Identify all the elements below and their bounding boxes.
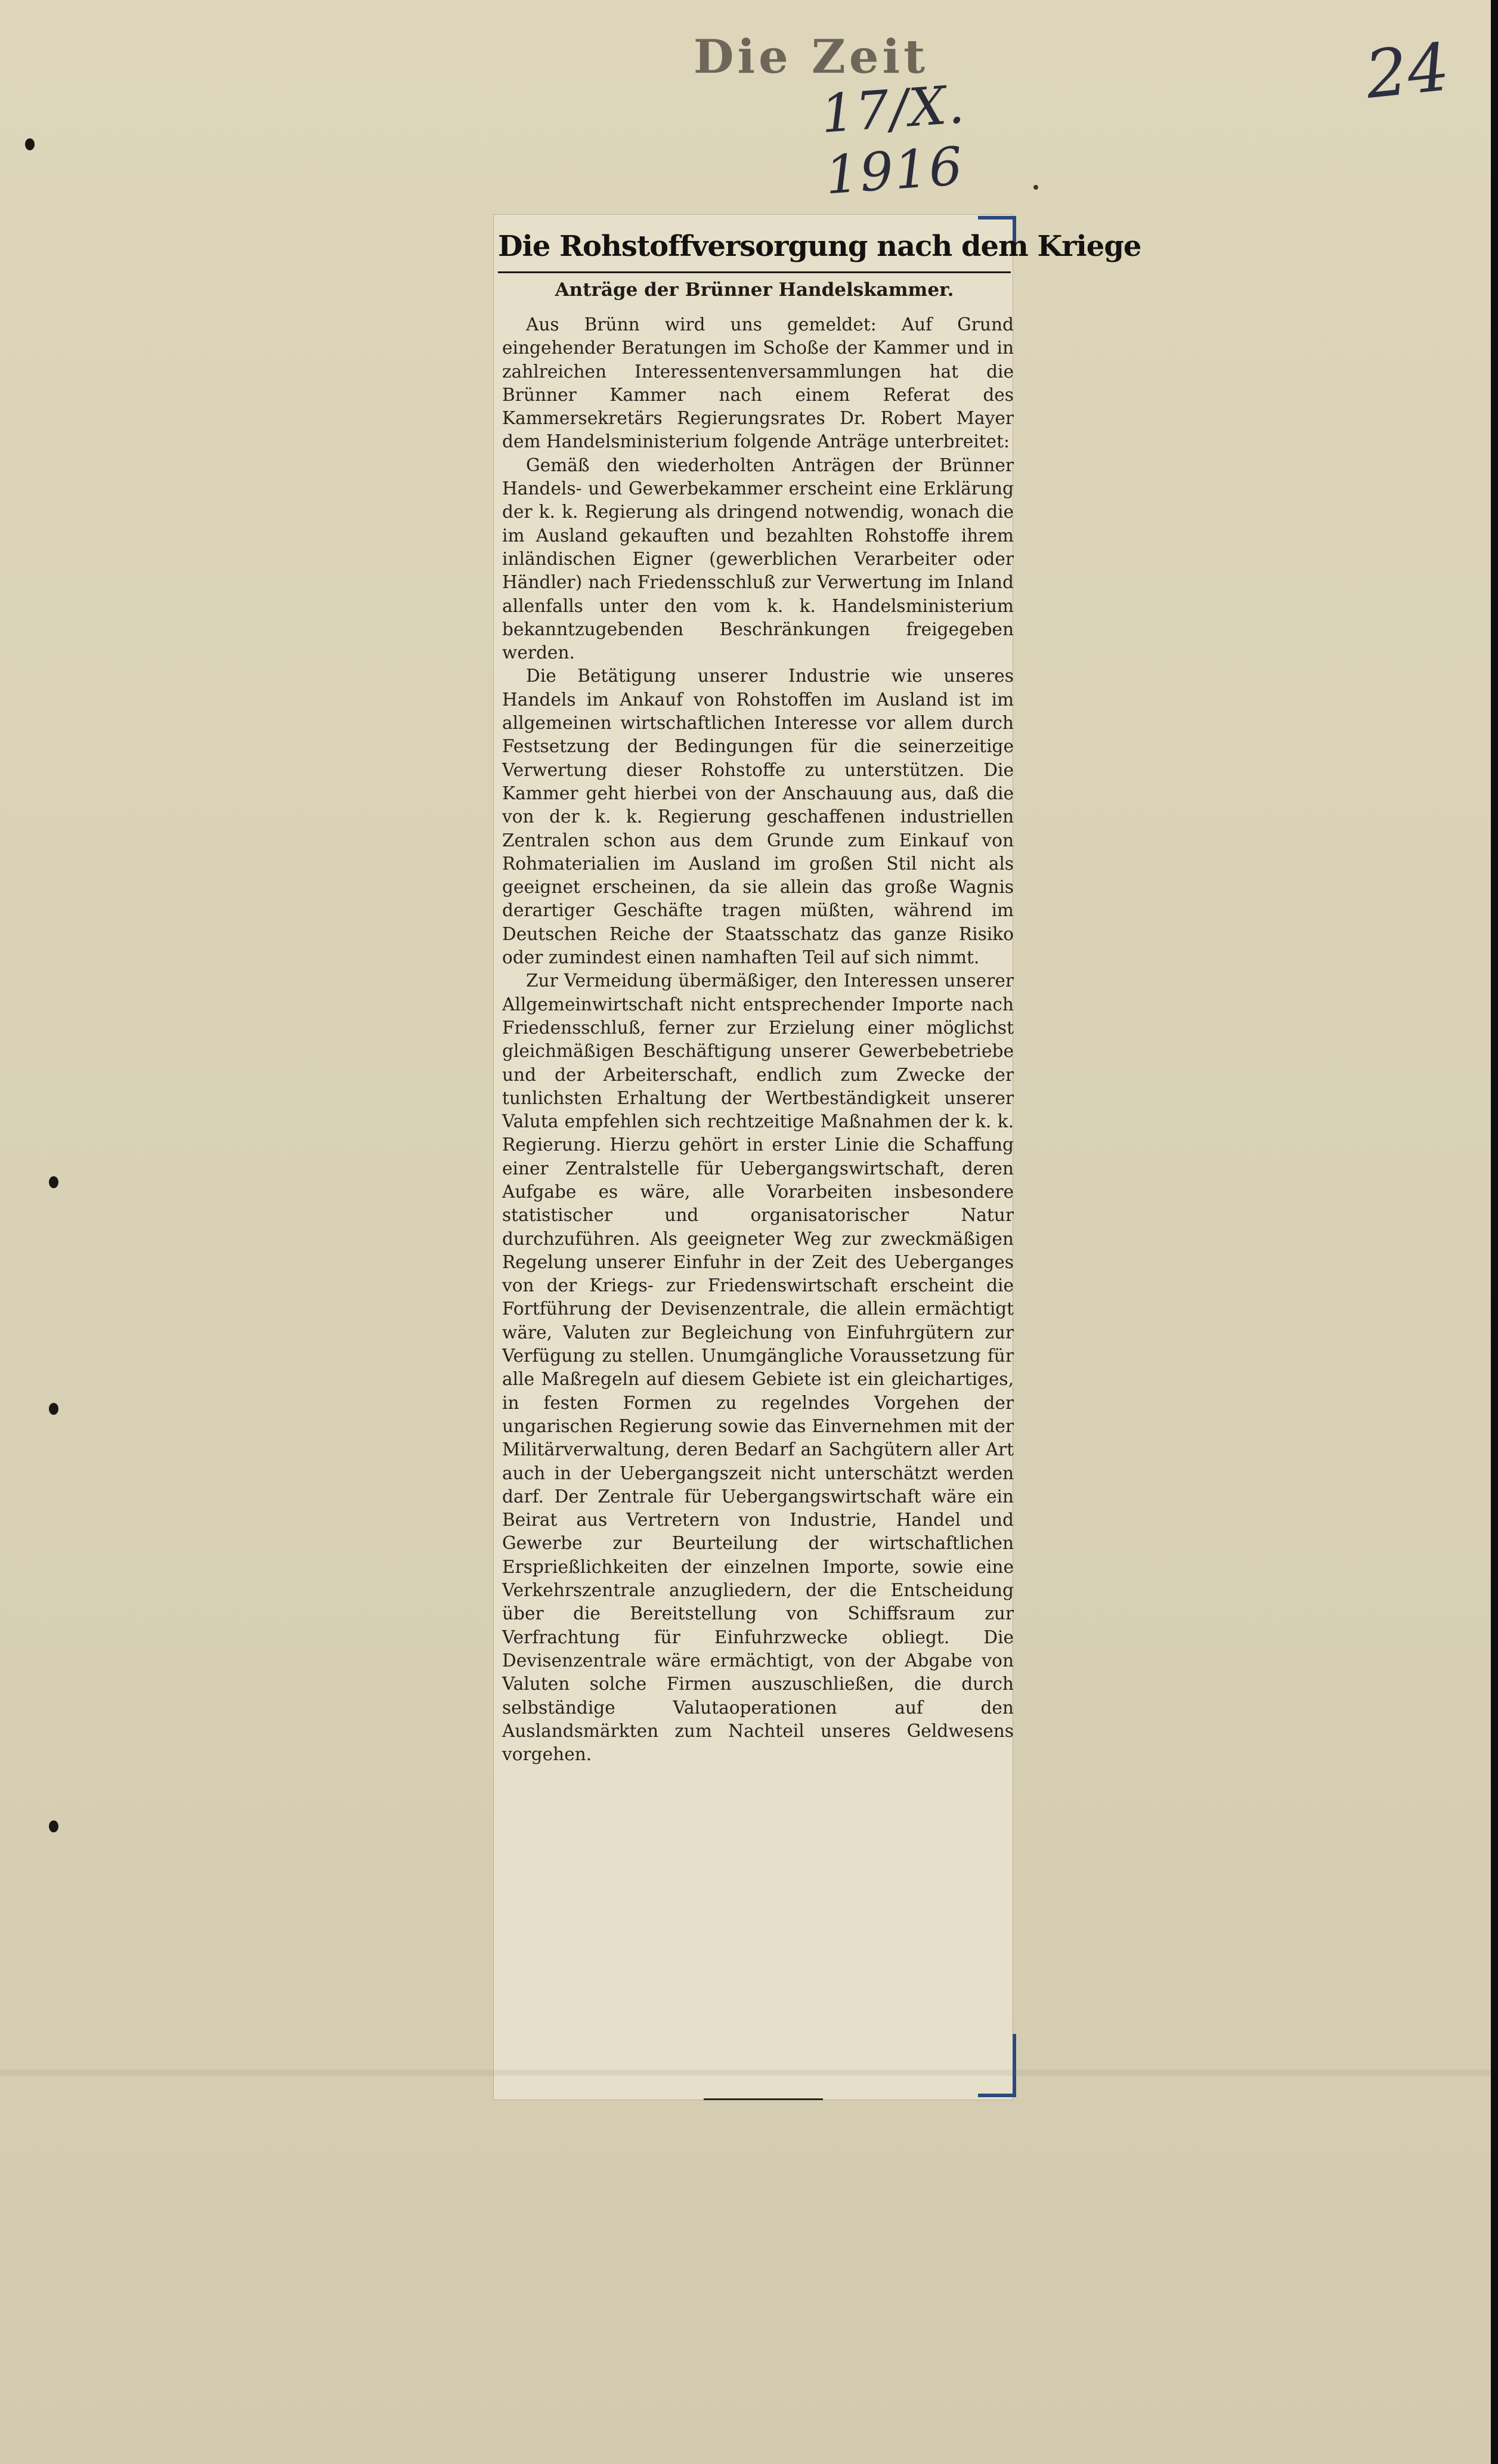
punch-hole <box>25 138 35 150</box>
article-paragraph: Die Betätigung unserer Industrie wie unseres Handels im Ankauf von Rohstoffen im Ausland ist im allgemeinen wirtschaftlichen Interesse vor allem durch Festsetzung der Bedingungen für die seinerzeitige Verwertung dieser Rohstoffe zu unterstützen. Die Kammer geht hierbei von der Anschauung aus, daß die von der k. k. Regierung geschaffenen industriellen Zentralen schon aus dem Grunde zum Einkauf von Rohmaterialien im Ausland im großen Stil nicht als geeignet erscheinen, da sie allein das große Wagnis derartiger Geschäfte tragen müßten, während im Deutschen Reiche der Staatsschatz das ganze Risiko oder zumindest einen namhaften Teil auf sich nimmt. <box>502 666 1014 968</box>
handwritten-page-number: 24 <box>1361 29 1453 113</box>
blue-pencil-bracket-bottom <box>978 2034 1016 2097</box>
article-paragraph: Zur Vermeidung übermäßiger, den Interessen unserer Allgemeinwirtschaft nicht entsprechender Importe nach Friedensschluß, ferner zur Erzielung einer möglichst gleichmäßigen Beschäftigung unserer Gewerbebetriebe und der Arbeiterschaft, endlich zum Zwecke der tunlichsten Erhaltung der Wertbeständigkeit unserer Valuta empfehlen sich rechtzeitige Maßnahmen der k. k. Regierung. Hierzu gehört in erster Linie die Schaffung einer Zentralstelle für Uebergangswirtschaft, deren Aufgabe es wäre, alle Vorarbeiten insbesondere statistischer und organisatorischer Natur durchzuführen. Als geeigneter Weg zur zweckmäßigen Regelung unserer Einfuhr in der Zeit des Ueberganges von der Kriegs- zur Friedenswirtschaft erscheint die Fortführung der Devisenzentrale, die allein ermächtigt wäre, Valuten zur Begleichung von Einfuhrgütern zur Verfügung zu stellen. Unumgängliche Voraussetzung für alle Maßregeln auf diesem Gebiete ist ein gleichartiges, in festen Formen zu regelndes Vorgehen der ungarischen Regierung sowie das Einvernehmen mit der Militärverwaltung, deren Bedarf an Sachgütern aller Art auch in der Uebergangszeit nicht unterschätzt werden darf. Der Zentrale für Uebergangswirtschaft wäre ein Beirat aus Vertretern von Industrie, Handel und Gewerbe zur Beurteilung der wirtschaftlichen Ersprießlichkeiten der einzelnen Importe, sowie eine Verkehrszentrale anzugliedern, der die Entscheidung über die Bereitstellung von Schiffsraum zur Verfrachtung für Einfuhrzwecke obliegt. Die Devisenzentrale wäre ermächtigt, von der Abgabe von Valuten solche Firmen auszuschließen, die durch selbständige Valutaoperationen auf den Auslandsmärkten zum Nachteil unseres Geldwesens vorgehen. <box>502 970 1014 1765</box>
article-end-rule <box>704 2098 823 2100</box>
punch-hole <box>49 1176 58 1188</box>
article-body <box>502 313 1014 1766</box>
article-paragraph: Gemäß den wiederholten Anträgen der Brünner Handels- und Gewerbekammer erscheint eine Erklärung der k. k. Regierung als dringend notwendig, wonach die im Ausland gekauften und bezahlten Rohstoffe ihrem inländischen Eigner (gewerblichen Verarbeiter oder Händler) nach Friedensschluß zur Verwertung im Inland allenfalls unter den vom k. k. Handelsministerium bekanntzugebenden Beschränkungen freigegeben werden. <box>502 455 1014 663</box>
article-headline: Die Rohstoffversorgung nach dem Kriege <box>498 230 1141 263</box>
scan-border <box>1491 0 1498 2464</box>
newspaper-title: Die Zeit <box>693 30 929 84</box>
handwritten-date: 17/X. 1916 <box>819 73 968 206</box>
punch-hole <box>49 1403 58 1415</box>
headline-rule <box>498 271 1011 273</box>
article-paragraph: Aus Brünn wird uns gemeldet: Auf Grund eingehender Beratungen im Schoße der Kammer und in zahlreichen Interessentenversammlungen hat die Brünner Kammer nach einem Referat des Kammersekretärs Regierungsrates Dr. Robert Mayer dem Handelsministerium folgende Anträge unterbreitet: <box>502 314 1014 452</box>
punch-hole <box>49 1820 58 1832</box>
article-subheadline: Anträge der Brünner Handelskammer. <box>555 279 954 301</box>
